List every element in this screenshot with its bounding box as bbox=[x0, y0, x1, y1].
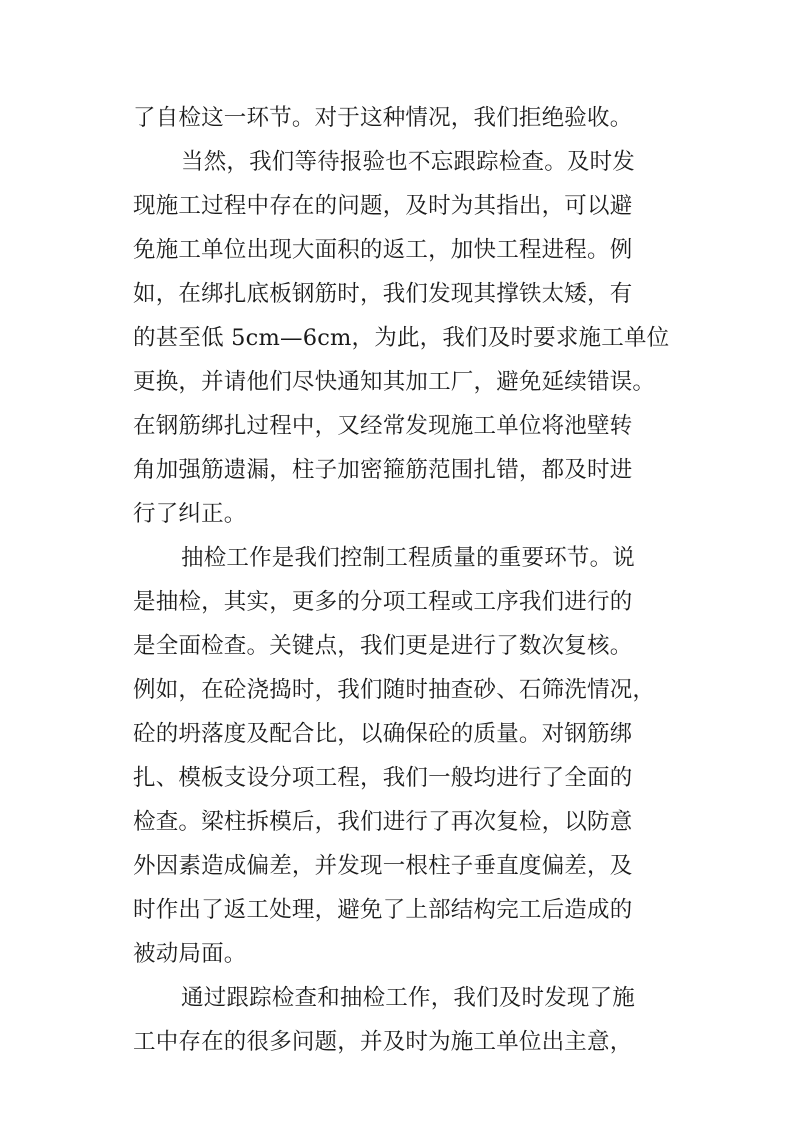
text-line: 现施工过程中存在的问题，及时为其指出，可以避 bbox=[133, 193, 633, 219]
text-line: 是全面检查。关键点，我们更是进行了数次复核。 bbox=[133, 633, 633, 659]
text-line: 是抽检，其实，更多的分项工程或工序我们进行的 bbox=[133, 589, 633, 615]
text-line: 检查。梁柱拆模后，我们进行了再次复检，以防意 bbox=[133, 809, 633, 835]
text-line: 了自检这一环节。对于这种情况，我们拒绝验收。 bbox=[133, 105, 633, 131]
paragraph-start-line: 当然，我们等待报验也不忘跟踪检查。及时发 bbox=[181, 149, 636, 175]
text-line: 砼的坍落度及配合比，以确保砼的质量。对钢筋绑 bbox=[133, 721, 633, 747]
paragraph-start-line: 通过跟踪检查和抽检工作，我们及时发现了施 bbox=[181, 985, 636, 1011]
text-line: 外因素造成偏差，并发现一根柱子垂直度偏差，及 bbox=[133, 853, 633, 879]
text-line: 行了纠正。 bbox=[133, 501, 247, 527]
text-line: 时作出了返工处理，避免了上部结构完工后造成的 bbox=[133, 897, 633, 923]
text-line: 如，在绑扎底板钢筋时，我们发现其撑铁太矮，有 bbox=[133, 281, 633, 307]
paragraph-start-line: 抽检工作是我们控制工程质量的重要环节。说 bbox=[181, 545, 636, 571]
text-line: 扎、模板支设分项工程，我们一般均进行了全面的 bbox=[133, 765, 633, 791]
text-line: 更换，并请他们尽快通知其加工厂，避免延续错误。 bbox=[133, 369, 656, 395]
text-line: 角加强筋遗漏，柱子加密箍筋范围扎错，都及时进 bbox=[133, 457, 633, 483]
text-line: 例如，在砼浇捣时，我们随时抽查砂、石筛洗情况， bbox=[133, 677, 656, 703]
text-line: 工中存在的很多问题，并及时为施工单位出主意， bbox=[133, 1029, 633, 1055]
text-line: 被动局面。 bbox=[133, 941, 247, 967]
text-line: 免施工单位出现大面积的返工，加快工程进程。例 bbox=[133, 237, 633, 263]
text-line: 在钢筋绑扎过程中，又经常发现施工单位将池壁转 bbox=[133, 413, 633, 439]
text-line: 的甚至低 5cm—6cm，为此，我们及时要求施工单位 bbox=[133, 325, 670, 351]
